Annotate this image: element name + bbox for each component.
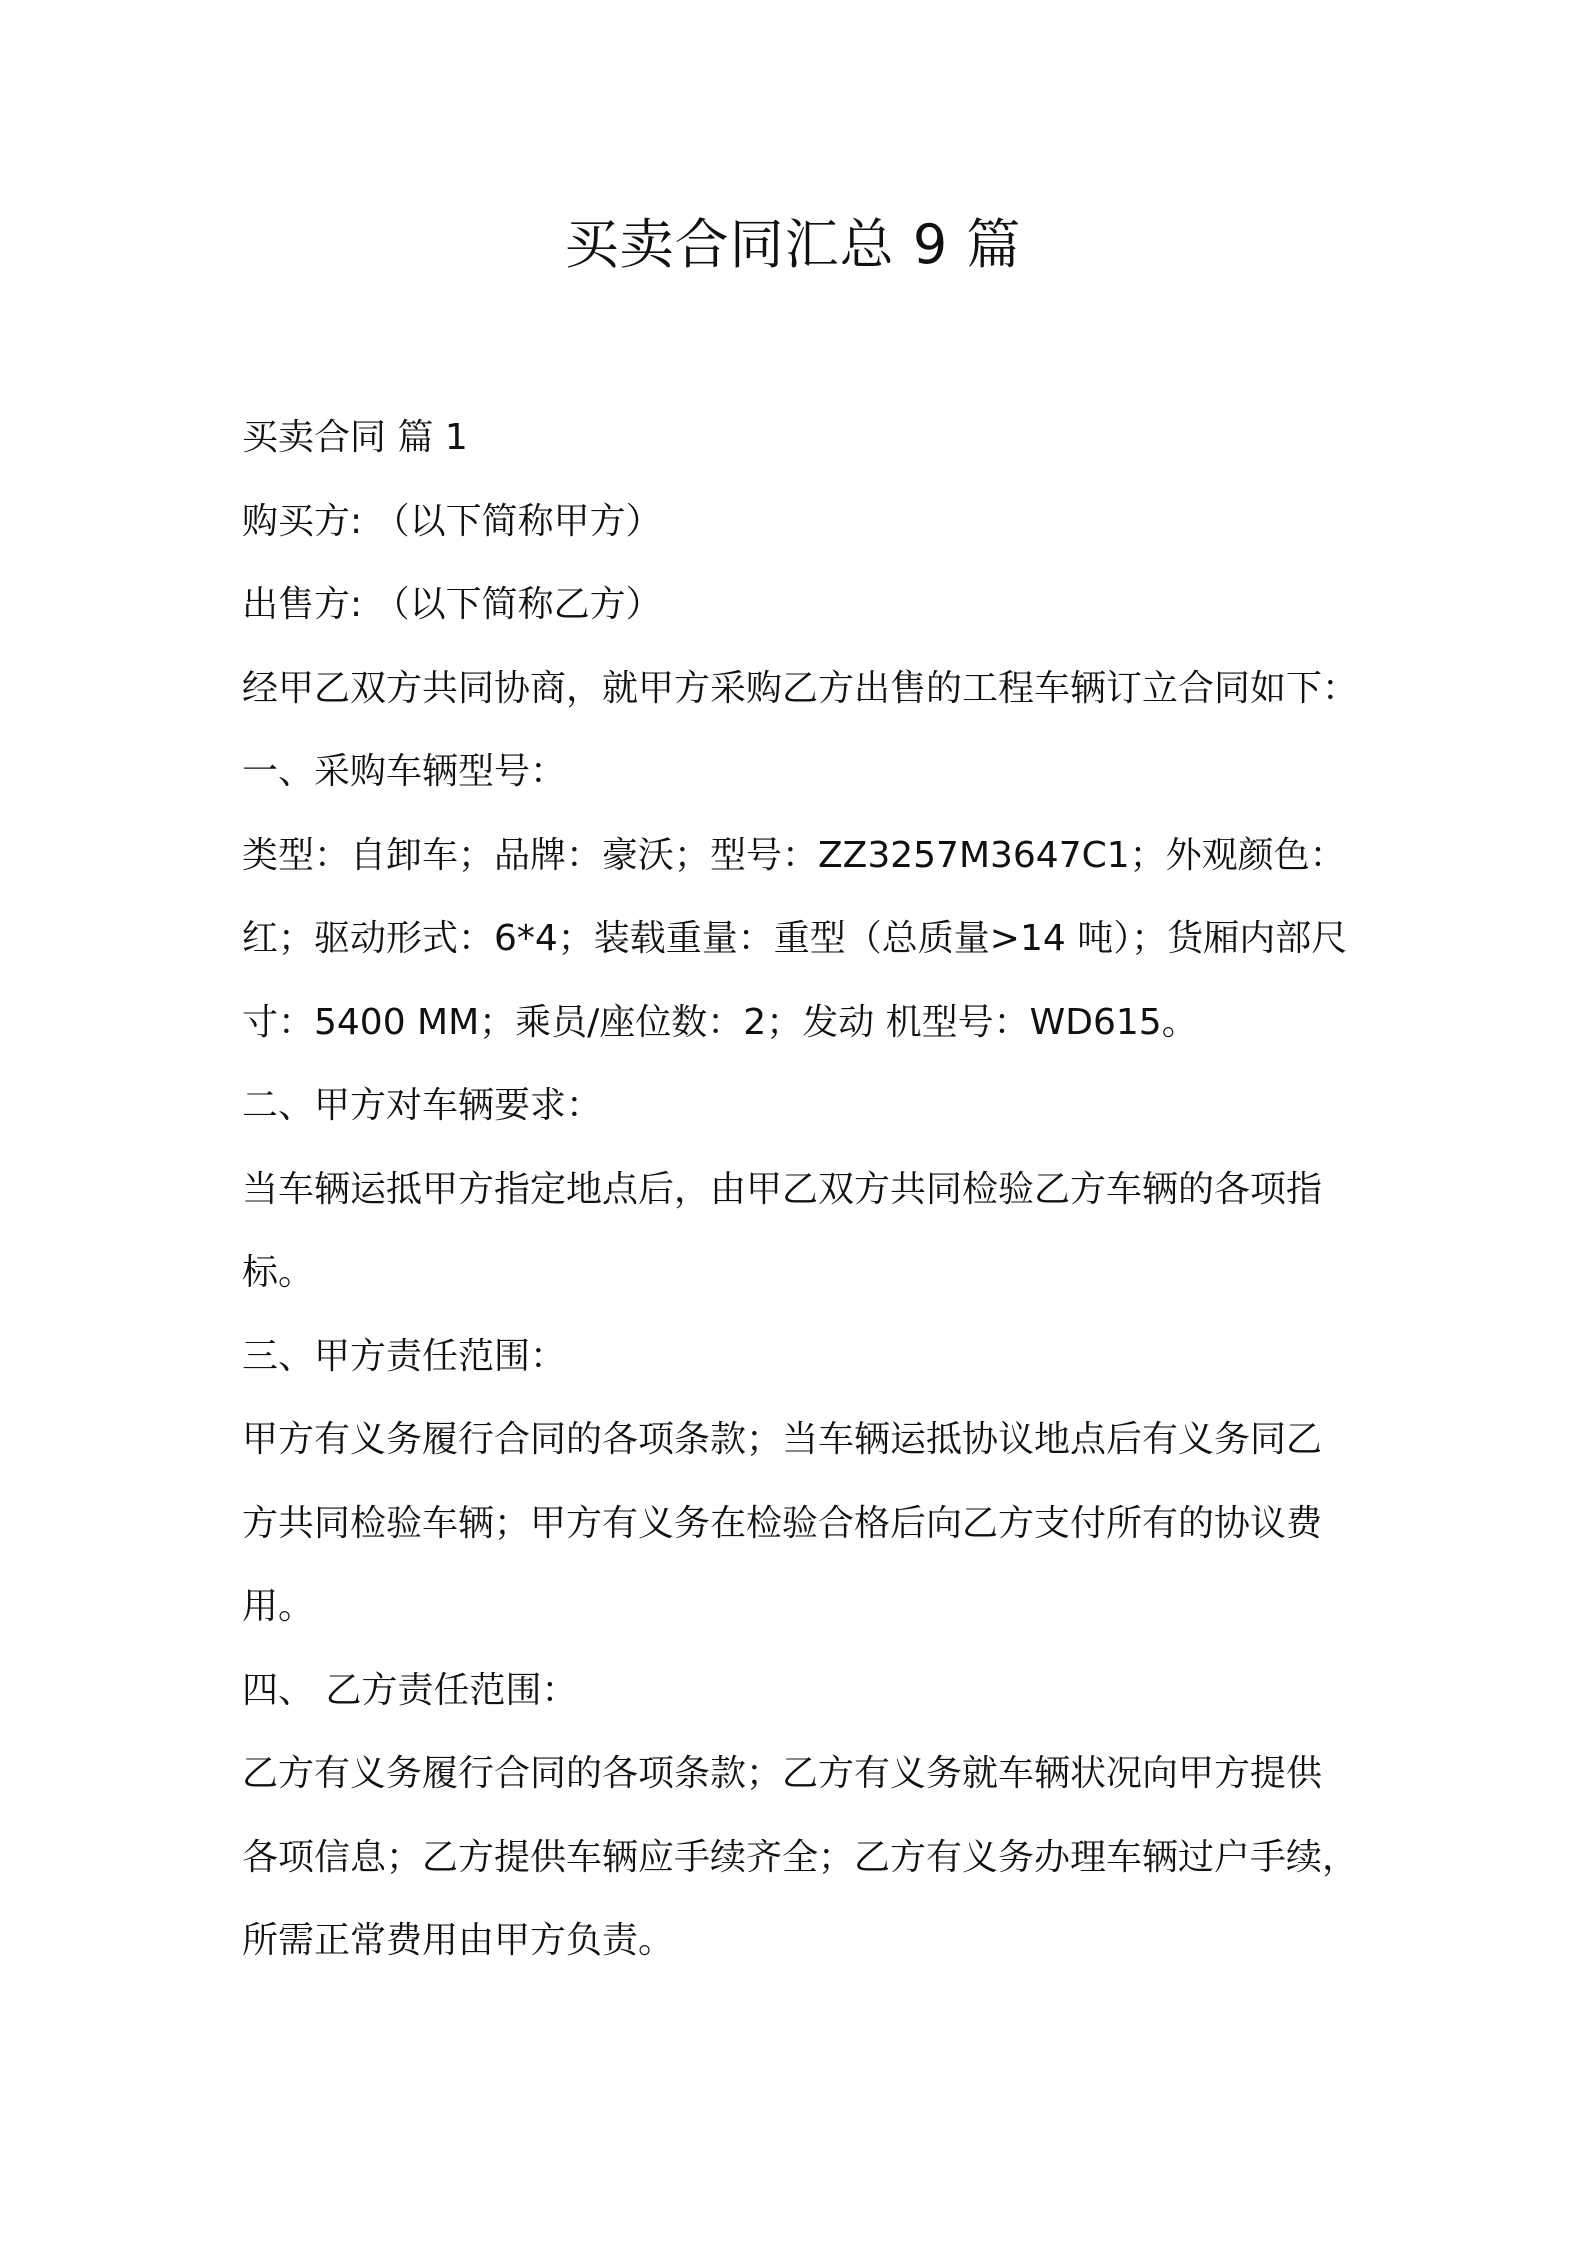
clause-4-heading bbox=[242, 1649, 1362, 1733]
text-line: 购买方: （以下简称甲方） bbox=[242, 500, 662, 542]
text-line: 寸：5400 MM；乘员/座位数：2；发动 机型号：WD615。 bbox=[242, 1001, 1198, 1043]
buyer-line bbox=[242, 480, 1362, 564]
clause-1-heading bbox=[242, 730, 1362, 814]
text-line: 所需正常费用由甲方负责。 bbox=[242, 1920, 675, 1961]
text-line: 标。 bbox=[242, 1252, 315, 1293]
text-line: 二、甲方对车辆要求： bbox=[242, 1085, 603, 1126]
clause-1-body bbox=[242, 814, 1362, 1065]
text-line: 甲方有义务履行合同的各项条款；当车辆运抵协议地点后有义务同乙 bbox=[242, 1419, 1323, 1460]
clause-3-body bbox=[242, 1398, 1362, 1649]
text-line: 四、 乙方责任范围： bbox=[242, 1669, 578, 1711]
text-line: 方共同检验车辆；甲方有义务在检验合格后向乙方支付所有的协议费 bbox=[242, 1502, 1323, 1544]
text-line: 用。 bbox=[242, 1586, 315, 1627]
clause-3-heading bbox=[242, 1315, 1362, 1399]
text-line: 三、甲方责任范围： bbox=[242, 1335, 567, 1377]
clause-2-heading bbox=[242, 1064, 1362, 1148]
document-title: 买卖合同汇总 9 篇 bbox=[564, 213, 1022, 276]
seller-line bbox=[242, 563, 1362, 647]
text-line: 红；驱动形式：6*4；装载重量：重型（总质量>14 吨）；货厢内部尺 bbox=[242, 918, 1348, 959]
section-heading bbox=[242, 396, 1362, 480]
clause-4-body bbox=[242, 1732, 1362, 1983]
text-line: 当车辆运抵甲方指定地点后，由甲乙双方共同检验乙方车辆的各项指 bbox=[242, 1168, 1323, 1210]
document-body bbox=[242, 396, 1362, 1983]
text-line: 各项信息；乙方提供车辆应手续齐全；乙方有义务办理车辆过户手续， bbox=[242, 1836, 1359, 1878]
text-line: 一、采购车辆型号： bbox=[242, 751, 567, 792]
text-line: 经甲乙双方共同协商，就甲方采购乙方出售的工程车辆订立合同如下： bbox=[242, 667, 1359, 709]
text-line: 类型：自卸车；品牌：豪沃；型号：ZZ3257M3647C1；外观颜色： bbox=[242, 834, 1346, 876]
clause-2-body bbox=[242, 1148, 1362, 1315]
intro-paragraph bbox=[242, 647, 1362, 731]
text-line: 乙方有义务履行合同的各项条款；乙方有义务就车辆状况向甲方提供 bbox=[242, 1753, 1323, 1794]
text-line: 买卖合同 篇 1 bbox=[242, 417, 468, 458]
text-line: 出售方: （以下简称乙方） bbox=[242, 584, 662, 625]
